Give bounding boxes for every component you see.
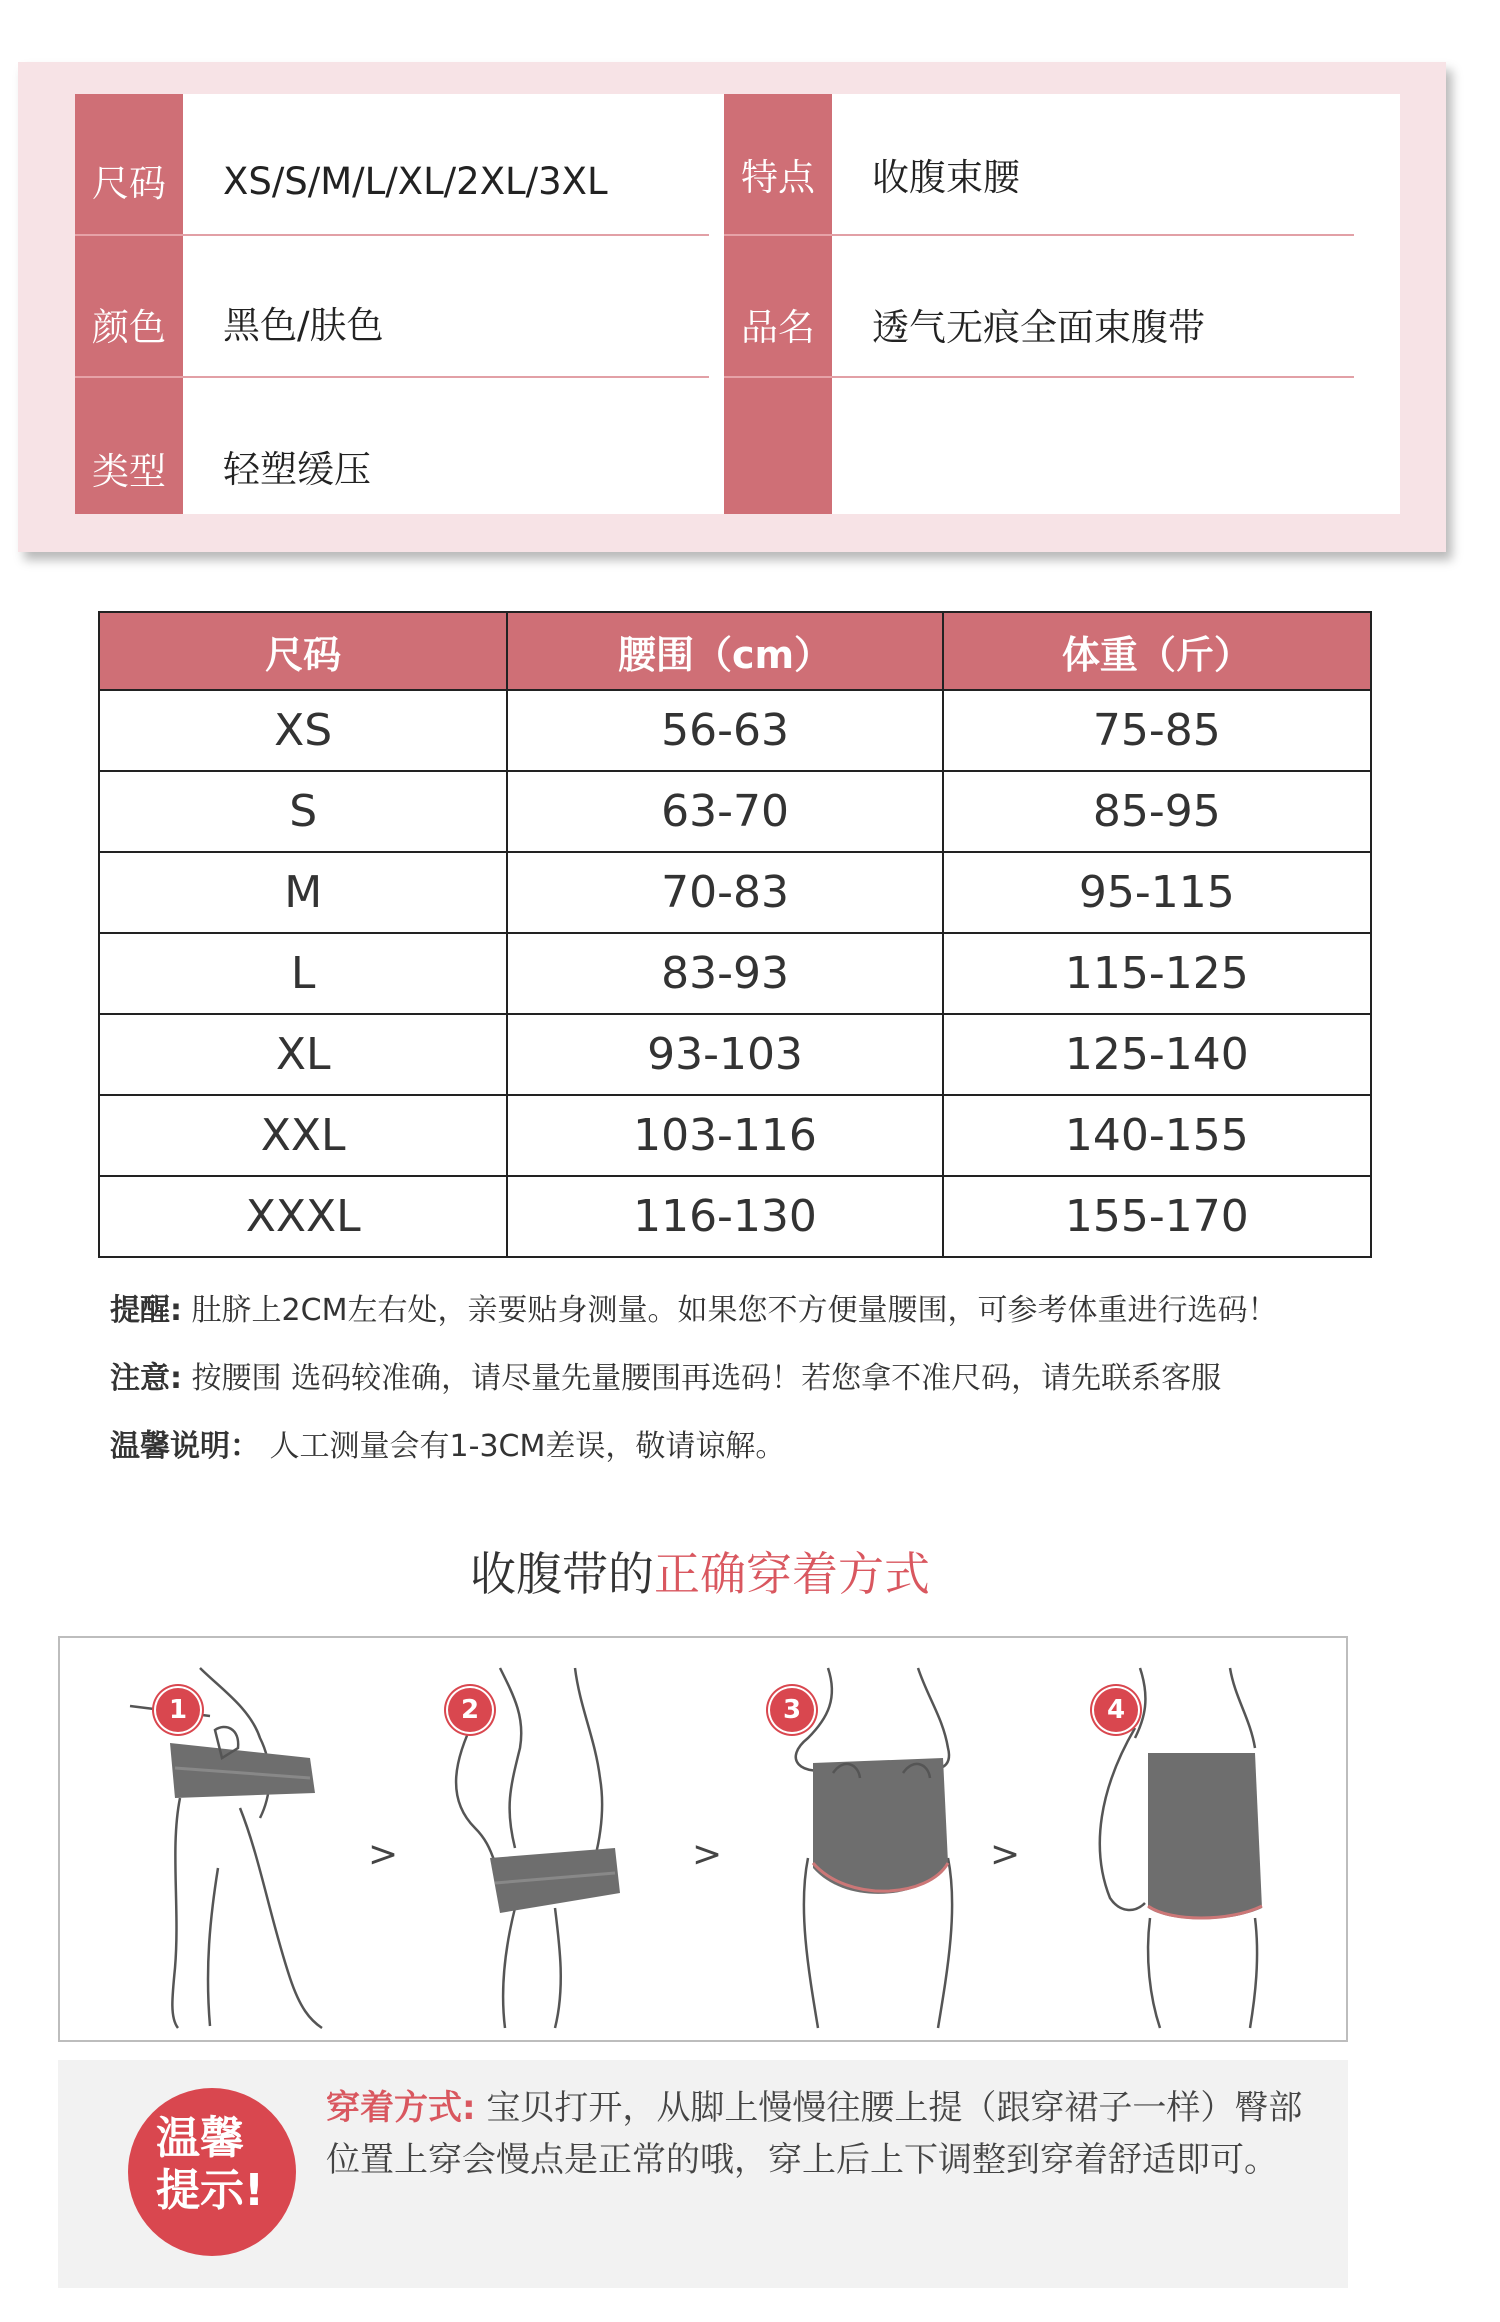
cell-waist: 56-63 xyxy=(507,690,942,771)
step-4-badge: 4 xyxy=(1094,1688,1138,1732)
header-waist: 腰围（cm） xyxy=(507,612,942,690)
header-size: 尺码 xyxy=(99,612,507,690)
cell-waist: 70-83 xyxy=(507,852,942,933)
spec-labels-right xyxy=(724,94,832,514)
cell-weight: 85-95 xyxy=(943,771,1371,852)
cell-weight: 115-125 xyxy=(943,933,1371,1014)
cell-weight: 155-170 xyxy=(943,1176,1371,1257)
spec-label-feature: 特点 xyxy=(741,156,815,199)
header-weight: 体重（斤） xyxy=(943,612,1371,690)
note-label: 温馨说明： xyxy=(110,1429,260,1464)
step-arrow-icon: > xyxy=(692,1834,723,1875)
spec-divider xyxy=(183,376,709,378)
step-arrow-icon: > xyxy=(990,1834,1021,1875)
cell-waist: 93-103 xyxy=(507,1014,942,1095)
step-3-badge: 3 xyxy=(770,1688,814,1732)
cell-size: XXXL xyxy=(99,1176,507,1257)
cell-size: M xyxy=(99,852,507,933)
cell-waist: 63-70 xyxy=(507,771,942,852)
spec-value-product-name: 透气无痕全面束腹带 xyxy=(872,306,1205,349)
cell-weight: 125-140 xyxy=(943,1014,1371,1095)
howto-title-highlight: 正确穿着方式 xyxy=(654,1547,930,1601)
spec-column-left xyxy=(75,94,709,514)
table-row xyxy=(99,933,1371,1014)
spec-separator xyxy=(75,376,183,378)
spec-value-feature: 收腹束腰 xyxy=(872,156,1020,199)
howto-title-plain: 收腹带的 xyxy=(470,1547,654,1601)
tip-body: 宝贝打开，从脚上慢慢往腰上提（跟穿裙子一样）臀部位置上穿会慢点是正常的哦，穿上后上下调整到穿着舒适即可。 xyxy=(326,2088,1303,2180)
spec-separator xyxy=(724,376,832,378)
howto-title xyxy=(0,1538,1400,1604)
warm-tip-box xyxy=(58,2060,1348,2288)
spec-divider xyxy=(832,234,1354,236)
cell-size: XL xyxy=(99,1014,507,1095)
spec-label-type: 类型 xyxy=(92,450,166,493)
cell-weight: 140-155 xyxy=(943,1095,1371,1176)
cell-waist: 83-93 xyxy=(507,933,942,1014)
step-1-figure-illustration xyxy=(100,1648,390,2033)
note-label: 提醒: xyxy=(110,1293,182,1328)
note-text: 人工测量会有1-3CM差误，敬请谅解。 xyxy=(260,1429,786,1464)
cell-weight: 75-85 xyxy=(943,690,1371,771)
spec-labels-left xyxy=(75,94,183,514)
spec-label-product-name: 品名 xyxy=(741,306,815,349)
note-warm-explanation xyxy=(110,1428,1470,1466)
spec-separator xyxy=(724,234,832,236)
spec-label-color: 颜色 xyxy=(92,306,166,349)
cell-size: XS xyxy=(99,690,507,771)
note-reminder xyxy=(110,1292,1470,1330)
table-row xyxy=(99,771,1371,852)
spec-divider xyxy=(832,376,1354,378)
step-4-figure-illustration xyxy=(1030,1648,1320,2033)
tip-badge-line2: 提示! xyxy=(156,2165,265,2216)
cell-waist: 103-116 xyxy=(507,1095,942,1176)
cell-size: L xyxy=(99,933,507,1014)
spec-label-size: 尺码 xyxy=(92,162,166,205)
table-row xyxy=(99,1176,1371,1257)
tip-text xyxy=(326,2082,1326,2186)
size-chart-table xyxy=(98,611,1372,1258)
table-row xyxy=(99,852,1371,933)
table-row xyxy=(99,1014,1371,1095)
tip-badge-line1: 温馨 xyxy=(156,2113,244,2164)
warm-tip-badge xyxy=(128,2088,296,2256)
step-1-badge: 1 xyxy=(156,1688,200,1732)
spec-card xyxy=(18,62,1446,552)
spec-value-color: 黑色/肤色 xyxy=(223,304,384,347)
cell-size: S xyxy=(99,771,507,852)
tip-label: 穿着方式: xyxy=(326,2088,476,2128)
step-arrow-icon: > xyxy=(368,1834,399,1875)
cell-size: XXL xyxy=(99,1095,507,1176)
step-2-badge: 2 xyxy=(448,1688,492,1732)
note-text: 肚脐上2CM左右处，亲要贴身测量。如果您不方便量腰围，可参考体重进行选码！ xyxy=(182,1293,1278,1328)
spec-column-right xyxy=(724,94,1354,514)
note-attention xyxy=(110,1360,1470,1398)
spec-separator xyxy=(75,234,183,236)
spec-value-type: 轻塑缓压 xyxy=(223,448,371,491)
notes-section xyxy=(110,1292,1470,1496)
table-row xyxy=(99,1095,1371,1176)
cell-waist: 116-130 xyxy=(507,1176,942,1257)
note-label: 注意: xyxy=(110,1361,182,1396)
table-header-row xyxy=(99,612,1371,690)
note-text: 按腰围 选码较准确，请尽量先量腰围再选码！若您拿不准尺码，请先联系客服 xyxy=(182,1361,1222,1396)
table-row xyxy=(99,690,1371,771)
cell-weight: 95-115 xyxy=(943,852,1371,933)
spec-inner xyxy=(75,94,1400,514)
spec-value-size: XS/S/M/L/XL/2XL/3XL xyxy=(223,160,608,203)
wearing-steps-illustration xyxy=(58,1636,1348,2042)
spec-divider xyxy=(183,234,709,236)
